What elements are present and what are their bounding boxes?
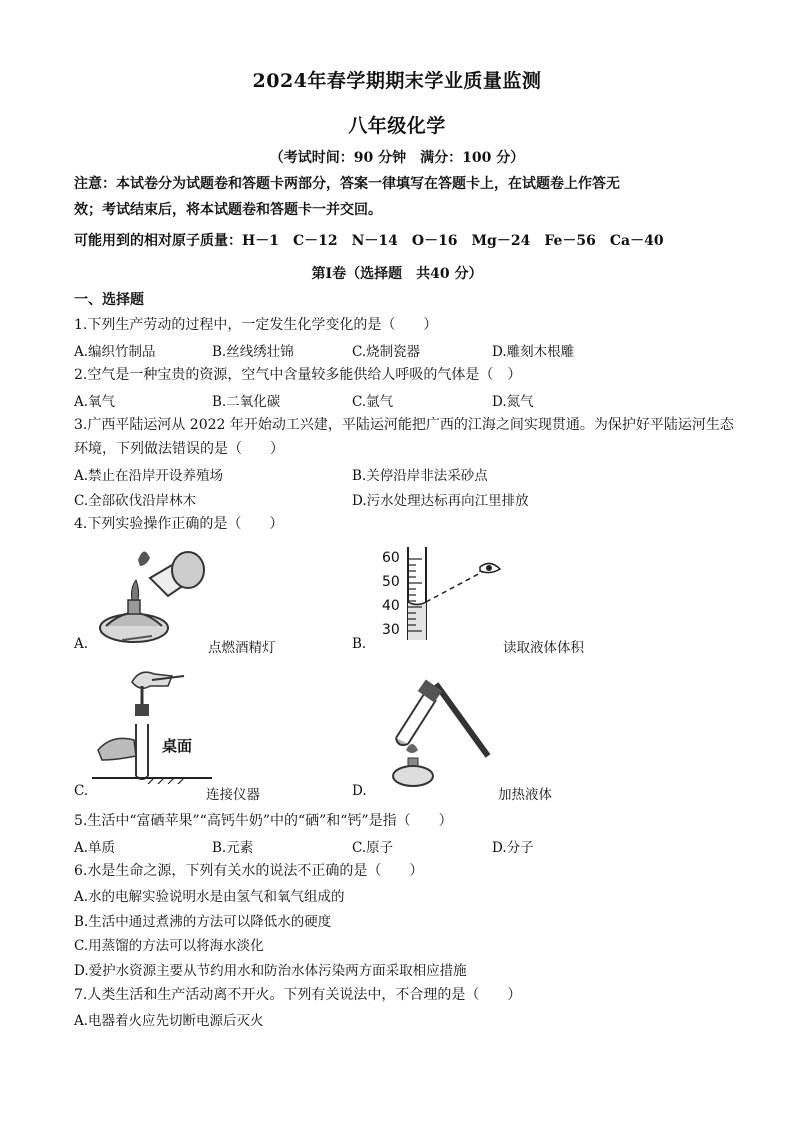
q4-option-c-caption: 连接仪器	[206, 787, 260, 803]
q1-option-d: D.雕刻木根雕	[492, 344, 575, 360]
page-title: 2024年春学期期末学业质量监测	[252, 70, 542, 92]
q7-stem: 7.人类生活和生产活动离不开火。下列有关说法中，不合理的是（ ）	[74, 987, 522, 1003]
q1-option-a: A.编织竹制品	[74, 344, 156, 360]
q5-option-d: D.分子	[492, 840, 534, 856]
q6-stem: 6.水是生命之源，下列有关水的说法不正确的是（ ）	[74, 863, 424, 879]
q4-stem: 4.下列实验操作正确的是（ ）	[74, 516, 284, 532]
q4-option-c-letter: C.	[74, 783, 89, 799]
desk-label: 桌面	[162, 737, 193, 755]
notice-line-1: 注意：本试卷分为试题卷和答题卡两部分，答案一律填写在答题卡上，在试题卷上作答无	[74, 176, 620, 192]
atomic-masses: 可能用到的相对原子质量：H－1 C－12 N－14 O－16 Mg－24 Fe－56 Ca－40	[74, 233, 664, 249]
cylinder-mark-60: 60	[382, 550, 400, 566]
heating-liquid-illustration	[376, 676, 496, 791]
q7-option-a: A.电器着火应先切断电源后灭火	[74, 1013, 264, 1029]
q6-option-b: B.生活中通过煮沸的方法可以降低水的硬度	[74, 914, 332, 930]
q4-option-a-caption: 点燃酒精灯	[208, 640, 276, 656]
q3-stem-line-2: 环境，下列做法错误的是（ ）	[74, 441, 284, 457]
q2-stem: 2.空气是一种宝贵的资源，空气中含量较多能供给人呼吸的气体是（ ）	[74, 367, 522, 383]
q5-stem: 5.生活中“富硒苹果”“高钙牛奶”中的“硒”和“钙”是指（ ）	[74, 813, 453, 829]
q3-option-a: A.禁止在沿岸开设养殖场	[74, 468, 224, 484]
q5-option-b: B.元素	[212, 840, 254, 856]
q1-option-c: C.烧制瓷器	[352, 344, 421, 360]
q4-option-d-caption: 加热液体	[498, 787, 552, 803]
exam-info: （考试时间：90 分钟 满分：100 分）	[269, 150, 525, 166]
q1-stem: 1.下列生产劳动的过程中，一定发生化学变化的是（ ）	[74, 317, 438, 333]
cylinder-mark-30: 30	[382, 622, 400, 638]
q2-option-a: A.氧气	[74, 394, 116, 410]
q4-option-d-letter: D.	[352, 783, 367, 799]
subject-title: 八年级化学	[348, 115, 446, 137]
q1-option-b: B.丝线绣壮锦	[212, 344, 294, 360]
q2-option-c: C.氩气	[352, 394, 394, 410]
q3-stem-line-1: 3.广西平陆运河从 2022 年开始动工兴建，平陆运河能把广西的江海之间实现贯通。为保护好平陆运河生态	[74, 417, 734, 433]
q2-option-d: D.氮气	[492, 394, 534, 410]
q5-option-a: A.单质	[74, 840, 116, 856]
cylinder-mark-50: 50	[382, 574, 400, 590]
q5-option-c: C.原子	[352, 840, 394, 856]
q6-option-c: C.用蒸馏的方法可以将海水淡化	[74, 938, 264, 954]
q6-option-d: D.爱护水资源主要从节约用水和防治水体污染两方面采取相应措施	[74, 963, 467, 979]
cylinder-mark-40: 40	[382, 598, 400, 614]
q3-option-d: D.污水处理达标再向江里排放	[352, 493, 529, 509]
connecting-apparatus-illustration	[92, 664, 212, 784]
notice-line-2: 效；考试结束后，将本试题卷和答题卡一并交回。	[74, 202, 382, 218]
section-heading: 一、选择题	[74, 292, 144, 308]
part-title: 第Ⅰ卷（选择题 共40 分）	[311, 266, 483, 282]
q4-option-a-letter: A.	[74, 636, 89, 652]
q4-option-b-letter: B.	[352, 636, 367, 652]
q4-option-b-caption: 读取液体体积	[503, 640, 584, 656]
alcohol-lamp-lighting-illustration	[92, 540, 212, 652]
q6-option-a: A.水的电解实验说明水是由氢气和氧气组成的	[74, 889, 345, 905]
q3-option-c: C.全部砍伐沿岸林木	[74, 493, 197, 509]
q2-option-b: B.二氧化碳	[212, 394, 281, 410]
q3-option-b: B.关停沿岸非法采砂点	[352, 468, 488, 484]
